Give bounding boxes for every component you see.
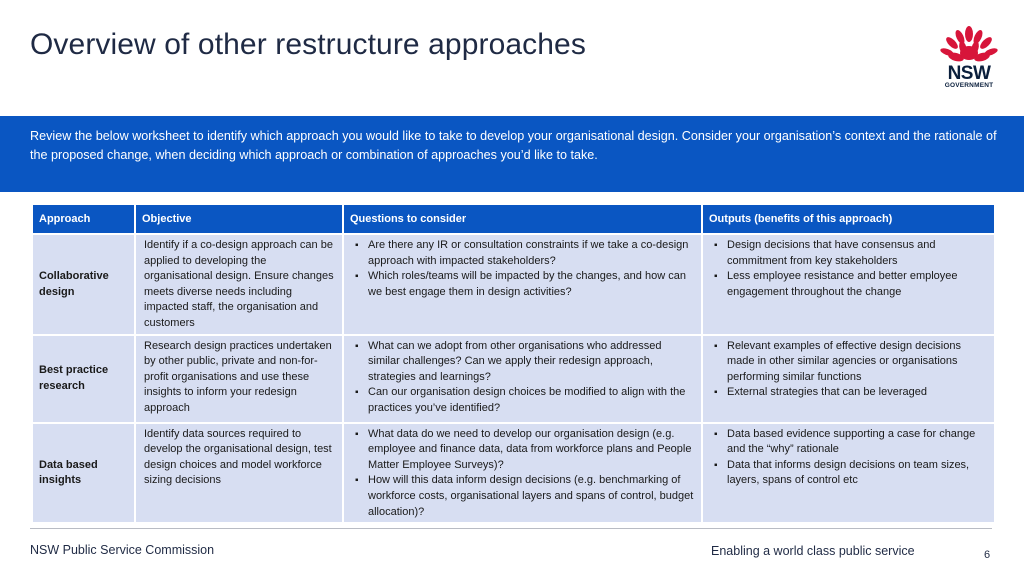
page-number: 6 <box>984 549 991 561</box>
row-outputs <box>703 336 994 422</box>
table-row <box>33 336 994 422</box>
list-item: ▪ Data based evidence supporting a case for change and the “why” rationale <box>727 427 988 458</box>
list-item: ▪ Relevant examples of effective design decisions made in other similar agencies or organisations performing similar functions <box>727 339 988 386</box>
footer-organisation: NSW Public Service Commission <box>30 543 215 557</box>
nsw-government-logo <box>938 26 1000 92</box>
logo-wordmark: NSW <box>947 63 991 84</box>
row-outputs <box>703 235 994 334</box>
list-item: ▪ Can our organisation design choices be modified to align with the practices you’ve identified? <box>368 385 695 416</box>
logo-subtext: GOVERNMENT <box>944 82 994 89</box>
footer-tagline: Enabling a world class public service <box>711 544 915 558</box>
list-item: ▪ Less employee resistance and better employee engagement throughout the change <box>727 269 988 300</box>
row-approach: Data based insights <box>33 424 134 523</box>
waratah-icon <box>938 26 1000 64</box>
row-objective: Identify if a co-design approach can be applied to developing the organisational design. Ensure changes meets diverse needs including impacted staff, the organisation and customers <box>136 235 342 334</box>
list-item: ▪ What can we adopt from other organisations who addressed similar challenges? Can we apply their redesign approach, strategies and learnings? <box>368 339 695 386</box>
banner-text: Review the below worksheet to identify which approach you would like to take to develop your organisational design. Consider your organisation’s context and the rationale of the proposed change, when deciding which approach or combination of approaches you’d like to take. <box>30 129 997 162</box>
list-item: ▪ External strategies that can be leveraged <box>727 385 988 401</box>
row-objective: Identify data sources required to develop the organisational design, test design choices and model workforce sizing decisions <box>136 424 342 523</box>
table-row <box>33 235 994 334</box>
list-item: ▪ How will this data inform design decisions (e.g. benchmarking of workforce costs, organisational layers and spans of control, budget allocation)? <box>368 473 695 520</box>
row-objective: Research design practices undertaken by other public, private and non-for-profit organisations and use these insights to inform your redesign approach <box>136 336 342 422</box>
row-questions <box>344 336 701 422</box>
header-outputs: Outputs (benefits of this approach) <box>703 205 994 233</box>
list-item: ▪ Data that informs design decisions on team sizes, layers, spans of control etc <box>727 458 988 489</box>
row-outputs <box>703 424 994 523</box>
page-title: Overview of other restructure approaches <box>30 28 586 61</box>
list-item: ▪ What data do we need to develop our organisation design (e.g. employee and finance data, data from workforce plans and People Matter Employee Surveys)? <box>368 427 695 474</box>
footer-divider <box>30 528 992 529</box>
list-item: ▪ Are there any IR or consultation constraints if we take a co-design approach with impacted stakeholders? <box>368 238 695 269</box>
row-approach: Collaborative design <box>33 235 134 334</box>
header-questions: Questions to consider <box>344 205 701 233</box>
instruction-banner <box>0 116 1024 192</box>
approaches-worksheet-table <box>31 203 996 524</box>
row-approach: Best practice research <box>33 336 134 422</box>
list-item: ▪ Design decisions that have consensus and commitment from key stakeholders <box>727 238 988 269</box>
table-row <box>33 424 994 523</box>
header-objective: Objective <box>136 205 342 233</box>
row-questions <box>344 235 701 334</box>
header-approach: Approach <box>33 205 134 233</box>
row-questions <box>344 424 701 523</box>
table-header-row <box>33 205 994 233</box>
list-item: ▪ Which roles/teams will be impacted by the changes, and how can we best engage them in design activities? <box>368 269 695 300</box>
